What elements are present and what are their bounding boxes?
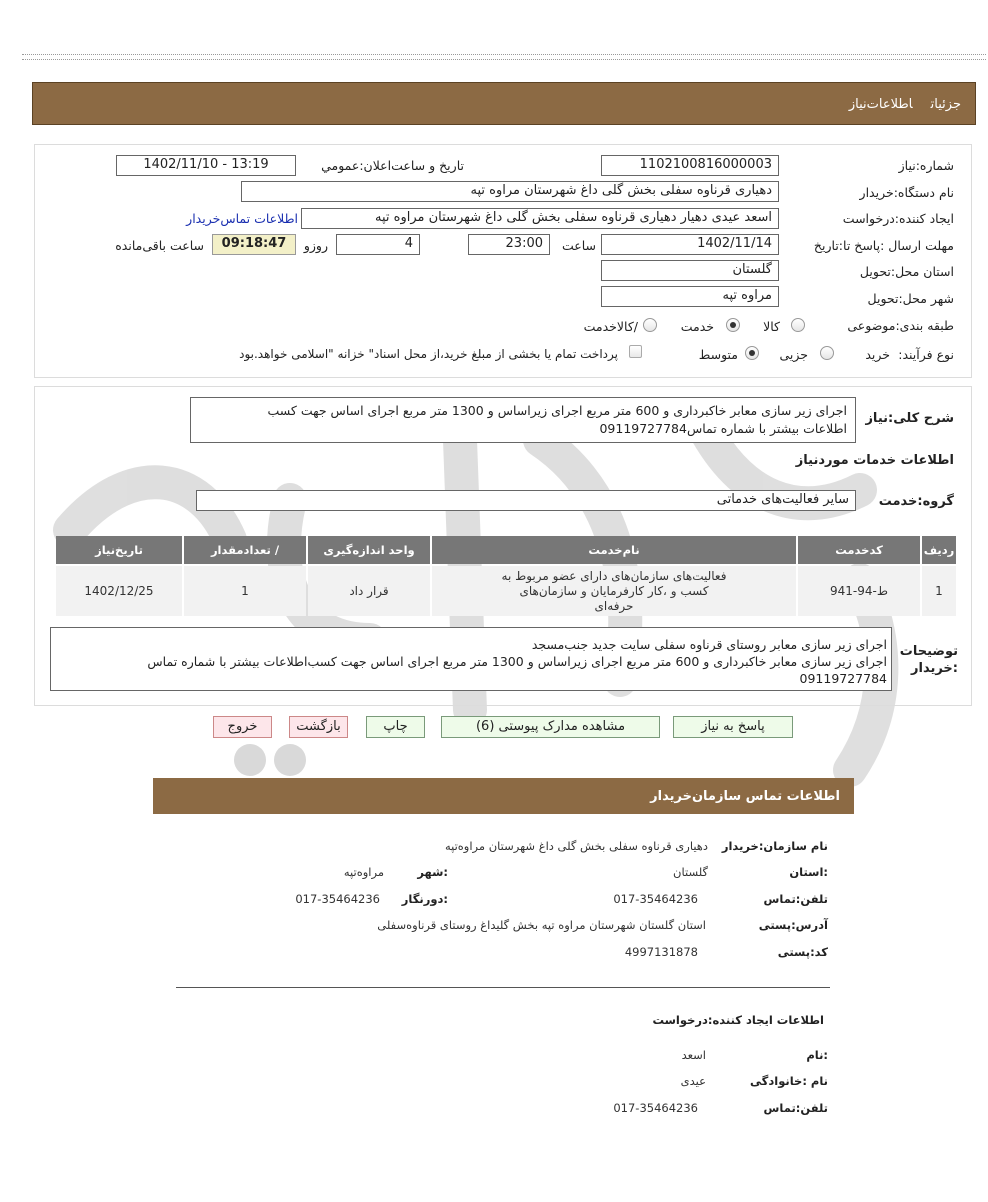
need-number-label: شماره:نیاز xyxy=(898,158,954,173)
buyer-notes-line2: اجرای زیر سازی معابر خاکبرداری و 600 متر مربع اجرای زیراساس و 1300 متر مربع اجرای اساس جهت کسب‌اطلاعات بیشتر با شماره تماس xyxy=(147,654,887,669)
contact-province-label: :استان xyxy=(789,865,828,879)
category-service-label: خدمت xyxy=(680,319,714,334)
creator-name-value: اسعد xyxy=(681,1048,706,1062)
creator-label: ایجاد کننده:درخواست xyxy=(842,211,954,226)
category-service-radio[interactable] xyxy=(726,318,740,332)
contact-address-label: آدرس:پستی xyxy=(758,918,828,932)
buyer-notes-label xyxy=(900,643,958,677)
col-service-name: نام‌خدمت xyxy=(432,536,796,564)
cell-service-code: ط-94-941 xyxy=(798,566,920,616)
cell-quantity: 1 xyxy=(184,566,306,616)
need-summary-box xyxy=(190,397,856,443)
category-goods-radio[interactable] xyxy=(791,318,805,332)
buyer-notes-label-line2: :خریدار xyxy=(911,661,958,676)
print-button[interactable]: چاپ xyxy=(366,716,425,738)
process-buy-label: خرید xyxy=(865,347,890,362)
contact-fax-label: :دورنگار xyxy=(401,892,448,906)
view-attachments-button[interactable]: مشاهده مدارک پیوستی (6) xyxy=(441,716,660,738)
contact-section-header: اطلاعات تماس سازمان‌خریدار xyxy=(153,778,854,814)
cell-unit: قرار داد xyxy=(308,566,430,616)
contact-address-value: استان گلستان شهرستان مراوه تپه بخش گلیداغ روستای قرناوه‌سفلی xyxy=(377,918,706,932)
process-medium-radio[interactable] xyxy=(745,346,759,360)
table-header-row xyxy=(56,536,956,564)
buyer-notes-box xyxy=(50,627,892,691)
cell-need-date: 1402/12/25 xyxy=(56,566,182,616)
col-need-date: تاریخ‌نیاز xyxy=(56,536,182,564)
city-label: شهر محل:تحویل xyxy=(867,291,954,306)
exit-button[interactable]: خروج xyxy=(213,716,272,738)
need-summary-line2: اطلاعات بیشتر با شماره تماس09119727784 xyxy=(599,421,847,436)
creator-field: اسعد عیدی دهیار دهیاری قرناوه سفلی بخش گلی داغ شهرستان مراوه تپه xyxy=(301,208,779,229)
buyer-contact-link[interactable]: اطلاعات تماس‌خریدار xyxy=(186,211,298,226)
col-unit: واحد اندازه‌گیری xyxy=(308,536,430,564)
process-partial-label: جزیی xyxy=(779,347,808,362)
creator-name-label: :نام xyxy=(806,1048,828,1062)
remaining-time-field: 09:18:47 xyxy=(212,234,296,255)
buyer-org-label: نام دستگاه:خریدار xyxy=(859,185,954,200)
need-summary-label: شرح کلی:نیاز xyxy=(865,411,954,426)
need-summary-line1: اجرای زیر سازی معابر خاکبرداری و 600 متر مربع اجرای زیراساس و 1300 متر مربع اجرای اساس جهت کسب xyxy=(267,403,847,418)
province-label: استان محل:تحویل xyxy=(859,264,954,279)
province-field: گلستان xyxy=(601,260,779,281)
cell-service-name xyxy=(432,566,796,616)
contact-org-label: نام سازمان:خریدار xyxy=(721,839,828,853)
contact-city-value: مراوه‌تپه xyxy=(343,865,384,879)
reply-button[interactable]: پاسخ به نیاز xyxy=(673,716,793,738)
buyer-notes-line1: اجرای زیر سازی معابر روستای قرناوه سفلی سایت جدید جنب‌مسجد xyxy=(531,637,887,652)
creator-phone-value: 017-35464236 xyxy=(613,1101,698,1115)
deadline-hour-label: ساعت xyxy=(561,238,596,253)
remaining-days-field: 4 xyxy=(336,234,420,255)
process-partial-radio[interactable] xyxy=(820,346,834,360)
services-title: اطلاعات خدمات موردنیاز xyxy=(795,453,954,468)
buyer-notes-line3: 09119727784 xyxy=(799,671,887,686)
contact-city-label: :شهر xyxy=(417,865,448,879)
contact-postal-value: 4997131878 xyxy=(624,945,698,959)
services-table xyxy=(54,534,958,618)
buyer-notes-label-line1: توضیحات xyxy=(899,644,958,659)
contact-divider xyxy=(176,987,830,988)
creator-info-title: اطلاعات ایجاد کننده:درخواست xyxy=(652,1013,824,1027)
city-field: مراوه تپه xyxy=(601,286,779,307)
process-medium-label: متوسط xyxy=(698,347,738,362)
service-name-line2: کسب و ،کار کارفرمایان و سازمان‌های xyxy=(519,583,709,598)
tab-need-info[interactable]: اطلاعات‌نیاز xyxy=(848,97,913,112)
deadline-time-field: 23:00 xyxy=(468,234,550,255)
need-info-panel xyxy=(34,144,972,378)
days-label: روزو xyxy=(303,238,328,253)
treasury-payment-note: پرداخت تمام یا بخشی از مبلغ خرید،از محل اسناد" خزانه "اسلامی خواهد.بود xyxy=(239,347,618,361)
category-goods-service-radio[interactable] xyxy=(643,318,657,332)
announce-label: تاریخ و ساعت‌اعلان:عمومي xyxy=(321,158,464,173)
contact-province-value: گلستان xyxy=(673,865,708,879)
back-button[interactable]: بازگشت xyxy=(289,716,348,738)
tab-details[interactable]: جزئیات xyxy=(930,97,961,112)
table-row xyxy=(56,566,956,616)
buyer-org-field: دهیاری قرناوه سفلی بخش گلی داغ شهرستان مراوه تپه xyxy=(241,181,779,202)
contact-phone-label: تلفن:تماس xyxy=(763,892,828,906)
remaining-label: ساعت باقی‌مانده xyxy=(115,238,204,253)
top-divider xyxy=(22,54,986,60)
details-header-bar xyxy=(32,82,976,125)
deadline-label: مهلت ارسال :پاسخ تا:تاریخ xyxy=(813,238,954,253)
creator-phone-label: تلفن:تماس xyxy=(763,1101,828,1115)
contact-phone-value: 017-35464236 xyxy=(613,892,698,906)
creator-family-label: نام :خانوادگی xyxy=(750,1074,828,1088)
category-goods-label: کالا xyxy=(763,319,780,334)
service-group-label: گروه:خدمت xyxy=(878,494,954,509)
contact-postal-label: کد:پستی xyxy=(777,945,828,959)
service-name-line3: حرفه‌ای xyxy=(594,598,634,613)
contact-fax-value: 017-35464236 xyxy=(295,892,380,906)
deadline-date-field: 1402/11/14 xyxy=(601,234,779,255)
col-quantity: / تعدادمقدار xyxy=(184,536,306,564)
col-row-number: ردیف xyxy=(922,536,956,564)
service-group-field: سایر فعالیت‌های خدماتی xyxy=(196,490,856,511)
treasury-payment-checkbox[interactable] xyxy=(629,345,642,358)
process-label: نوع فرآیند: xyxy=(898,347,954,362)
col-service-code: کدخدمت xyxy=(798,536,920,564)
service-name-line1: فعالیت‌های سازمان‌های دارای عضو مربوط به xyxy=(501,568,727,583)
creator-family-value: عیدی xyxy=(680,1074,706,1088)
announce-datetime-field: 1402/11/10 - 13:19 xyxy=(116,155,296,176)
category-label: طبقه بندی:موضوعی xyxy=(847,318,954,333)
need-number-field: 1102100816000003 xyxy=(601,155,779,176)
category-goods-service-label: /کالاخدمت xyxy=(583,319,638,334)
cell-row-number: 1 xyxy=(922,566,956,616)
contact-org-value: دهیاری قرناوه سفلی بخش گلی داغ شهرستان مراوه‌تپه xyxy=(444,839,708,853)
